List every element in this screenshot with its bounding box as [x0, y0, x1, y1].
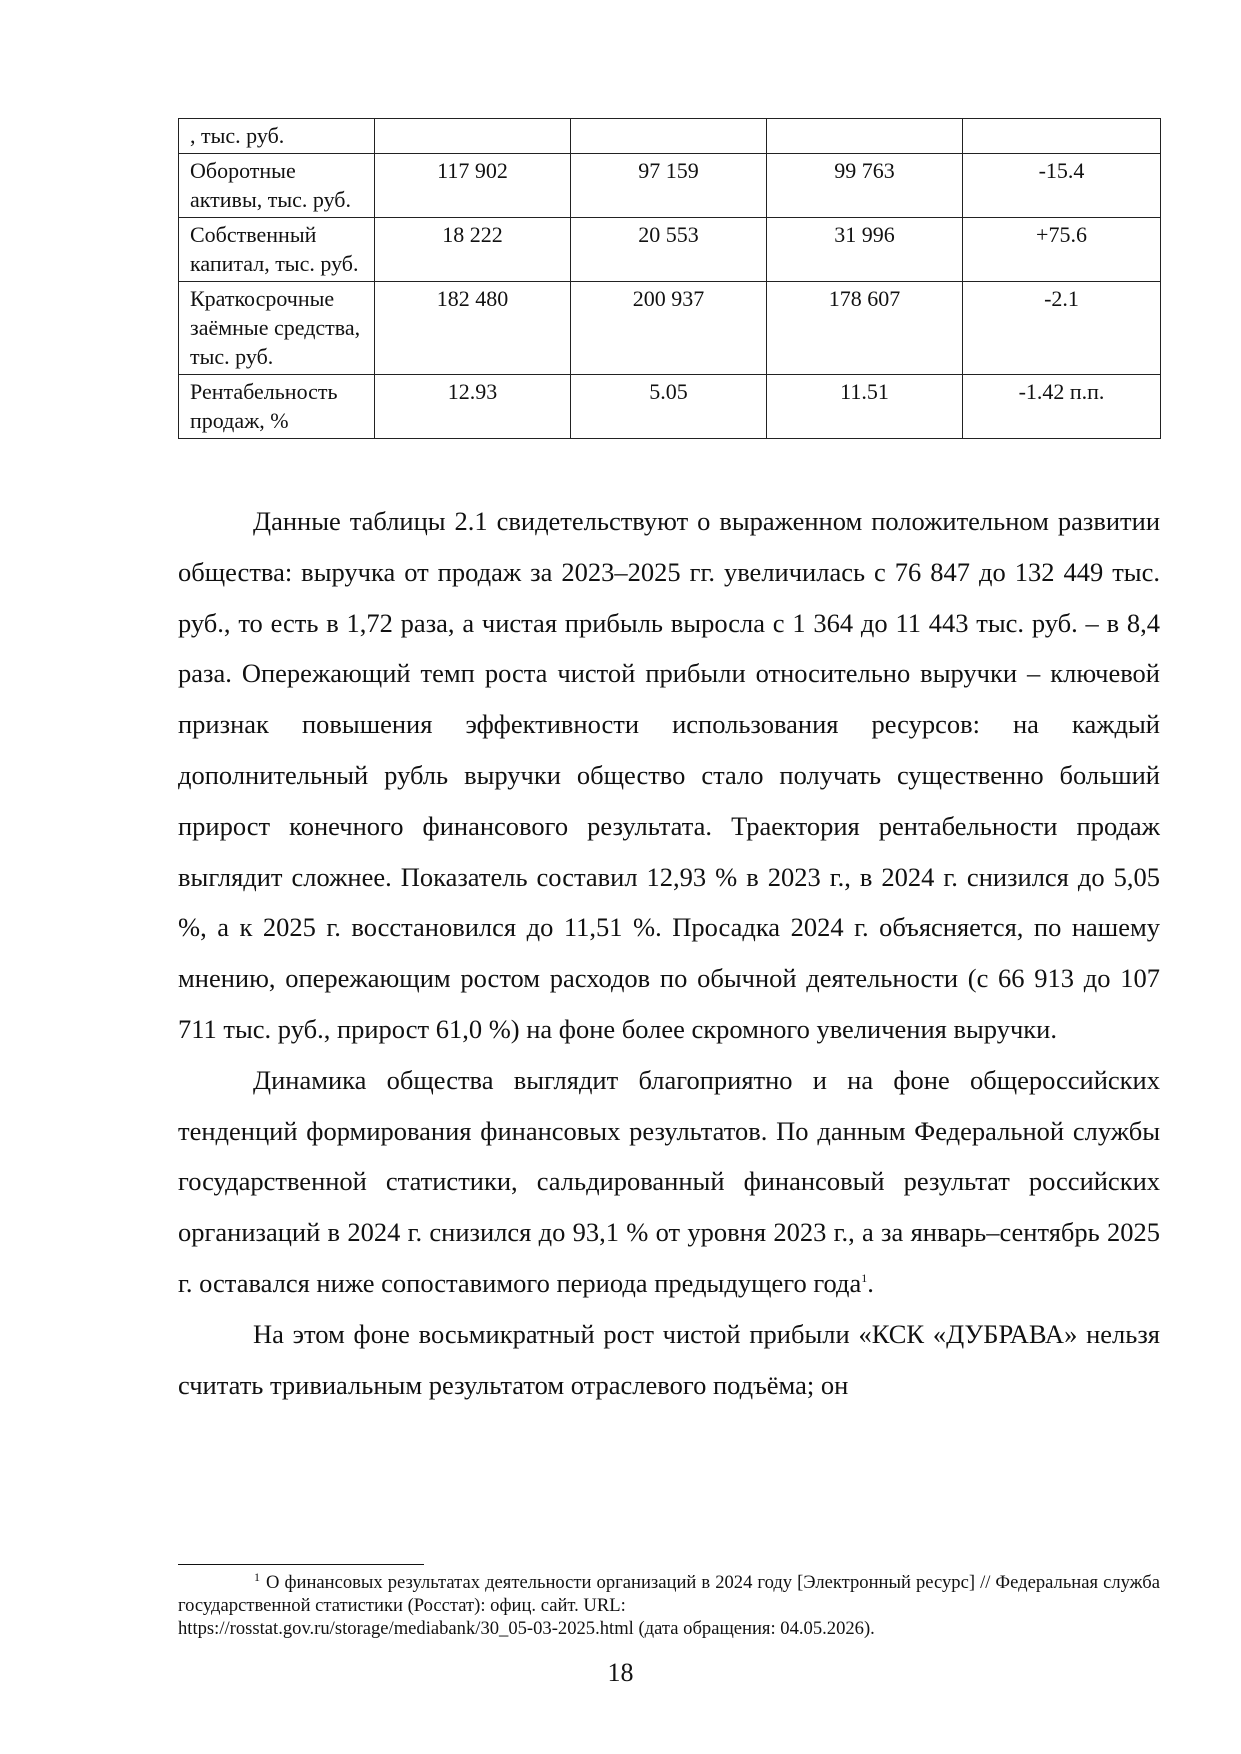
- table-cell: +75.6: [963, 218, 1161, 282]
- paragraph-1: Данные таблицы 2.1 свидетельствуют о выраженном положительном развитии общества: выручка от продаж за 2023–2025 гг. увеличилась с 76 847 до 132 449 тыс. руб., то есть в 1,72 раза, а чистая прибыль выросла с 1 364 до 11 443 тыс. руб. – в 8,4 раза. Опережающий темп роста чистой прибыли относительно выручки – ключевой признак повышения эффективности использования ресурсов: на каждый дополнительный рубль выручки общество стало получать существенно больший прирост конечного финансового результата. Траектория рентабельности продаж выглядит сложнее. Показатель составил 12,93 % в 2023 г., в 2024 г. снизился до 5,05 %, а к 2025 г. восстановился до 11,51 %. Просадка 2024 г. объясняется, по нашему мнению, опережающим ростом расходов по обычной деятельности (с 66 913 до 107 711 тыс. руб., прирост 61,0 %) на фоне более скромного увеличения выручки.: [178, 506, 1160, 1044]
- table-cell: 178 607: [767, 282, 963, 375]
- row-label: Оборотные активы, тыс. руб.: [179, 154, 375, 218]
- table-row: [179, 218, 1161, 282]
- table-cell: [767, 119, 963, 154]
- table-cell: -2.1: [963, 282, 1161, 375]
- footnote-separator: [178, 1564, 424, 1565]
- table-cell: 31 996: [767, 218, 963, 282]
- page-number: 18: [607, 1658, 634, 1687]
- table-cell: 5.05: [571, 375, 767, 439]
- row-label: , тыс. руб.: [179, 119, 375, 154]
- paragraph-3: На этом фоне восьмикратный рост чистой прибыли «КСК «ДУБРАВА» нельзя считать тривиальным результатом отраслевого подъёма; он: [178, 1318, 1160, 1400]
- table-cell: 12.93: [375, 375, 571, 439]
- table-cell: 97 159: [571, 154, 767, 218]
- footnote-reference[interactable]: 1: [861, 1271, 868, 1286]
- table-cell: 182 480: [375, 282, 571, 375]
- financial-indicators-table: [178, 118, 1161, 439]
- table-cell: -15.4: [963, 154, 1161, 218]
- table-row: [179, 119, 1161, 154]
- footnote-text-block: [178, 1571, 1160, 1617]
- table-row: [179, 282, 1161, 375]
- table-cell: 200 937: [571, 282, 767, 375]
- table-cell: [571, 119, 767, 154]
- table-cell: [963, 119, 1161, 154]
- paragraph-2-text: Динамика общества выглядит благоприятно и на фоне общероссийских тенденций формирования финансовых результатов. По данным Федеральной службы государственной статистики, сальдированный финансовый результат российских организаций в 2024 г. снизился до 93,1 % от уровня 2023 г., а за январь–сентябрь 2025 г. оставался ниже сопоставимого периода предыдущего года: [178, 1064, 1160, 1298]
- table-cell: [375, 119, 571, 154]
- footnote-text: О финансовых результатах деятельности организаций в 2024 году [Электронный ресурс] // Федеральная служба государственной статистики (Росстат): офиц. сайт. URL:: [178, 1572, 1160, 1616]
- table-row: [179, 375, 1161, 439]
- footnote-url[interactable]: https://rosstat.gov.ru/storage/mediabank/30_05-03-2025.html (дата обращения: 04.05.2026).: [178, 1618, 875, 1639]
- row-label: Собственный капитал, тыс. руб.: [179, 218, 375, 282]
- paragraph-2-end: .: [867, 1267, 874, 1298]
- table-cell: 117 902: [375, 154, 571, 218]
- footnote-mark: 1: [254, 1569, 260, 1584]
- footnote: [178, 1571, 1160, 1640]
- row-label: Краткосрочные заёмные средства, тыс. руб.: [179, 282, 375, 375]
- paragraph-2: [178, 1055, 1160, 1309]
- table-cell: 11.51: [767, 375, 963, 439]
- row-label: Рентабельность продаж, %: [179, 375, 375, 439]
- table-cell: 18 222: [375, 218, 571, 282]
- table-row: [179, 154, 1161, 218]
- body-text: [178, 496, 1160, 1410]
- table-cell: -1.42 п.п.: [963, 375, 1161, 439]
- table-cell: 20 553: [571, 218, 767, 282]
- table-cell: 99 763: [767, 154, 963, 218]
